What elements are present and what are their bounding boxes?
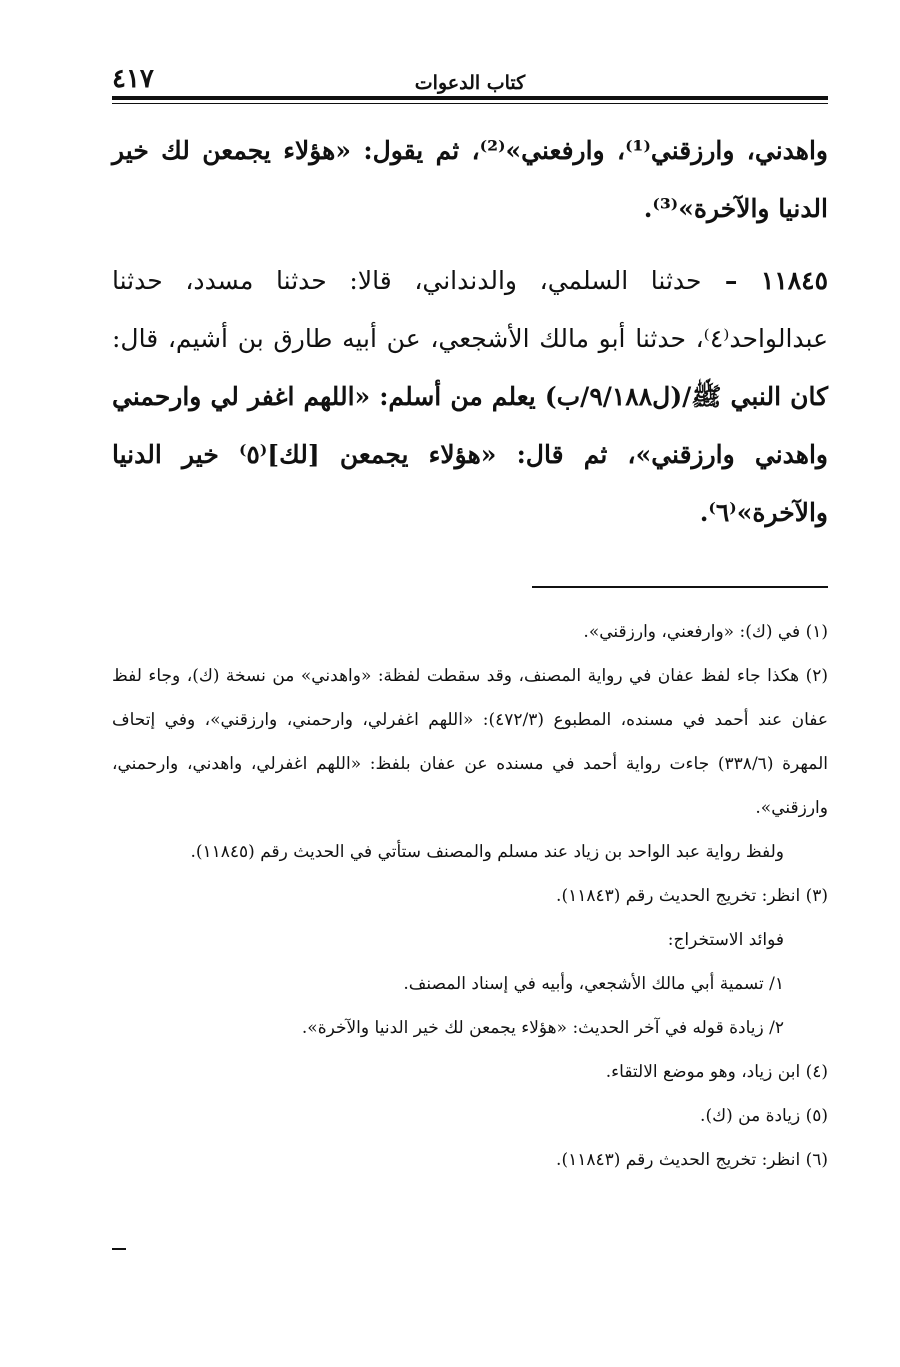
isnad-text: حدثنا السلمي، والدنداني، قالا: حدثنا مسدد، حدثنا عبدالواحد⁽٤⁾، حدثنا أبو مالك الأشجعي، عن أبيه طارق بن أشيم، قال: [112,266,828,353]
page-end-mark [112,1248,126,1250]
footnote-2-continuation: ولفظ رواية عبد الواحد بن زياد عند مسلم والمصنف ستأتي في الحديث رقم (١١٨٤٥). [190,842,784,862]
footnote-4: (٤) ابن زياد، وهو موضع الالتقاء. [605,1062,828,1082]
header-rule-thin [112,103,828,104]
hadith-number: ١١٨٤٥ [760,266,828,295]
footnote-6: (٦) انظر: تخريج الحديث رقم (١١٨٤٣). [556,1150,828,1170]
fawaid-item-2: ٢/ زيادة قوله في آخر الحديث: «هؤلاء يجمعن لك خير الدنيا والآخرة». [301,1018,784,1038]
footnote-3: (٣) انظر: تخريج الحديث رقم (١١٨٤٣). [556,886,828,906]
footnote-5: (٥) زيادة من (ك). [700,1106,828,1126]
footnote-1: (١) في (ك): «وارفعني، وارزقني». [583,622,828,642]
footnote-2: (٢) هكذا جاء لفظ عفان في رواية المصنف، وقد سقطت لفظة: «واهدني» من نسخة (ك)، وجاء لفظ عفان عند أحمد في مسنده، المطبوع (٤٧٢/٣): «اللهم اغفرلي، وارحمني، وارزقني»، وفي إتحاف المهرة (٣٣٨/٦) جاءت رواية أحمد في مسنده عن عفان بلفظ: «اللهم اغفرلي، واهدني، وارحمني، وارزقني». [112,666,829,818]
footnotes [112,610,828,1182]
footnote-separator [532,586,828,588]
matn-text: كان النبي ﷺ/(ل٩/١٨٨/ب) يعلم من أسلم: «اللهم اغفر لي وارحمني واهدني وارزقني»، ثم قال: «هؤلاء يجمعن [لك]⁽٥⁾ خير الدنيا والآخرة»⁽٦⁾. [112,382,828,527]
page [112,58,828,1182]
fawaid-title: فوائد الاستخراج: [667,930,784,950]
paragraph-continuation: واهدني، وارزقني⁽¹⁾، وارفعني»⁽²⁾، ثم يقول: «هؤلاء يجمعن لك خير الدنيا والآخرة»⁽³⁾. [112,136,828,223]
fawaid-item-1: ١/ تسمية أبي مالك الأشجعي، وأبيه في إسناد المصنف. [403,974,784,994]
page-number: ٤١٧ [112,64,154,94]
main-text [112,122,828,542]
header-rule-thick [112,96,828,100]
running-title: كتاب الدعوات [414,72,526,94]
hadith-paragraph [112,252,828,542]
hadith-dash: – [701,266,761,295]
page-header [112,58,828,92]
